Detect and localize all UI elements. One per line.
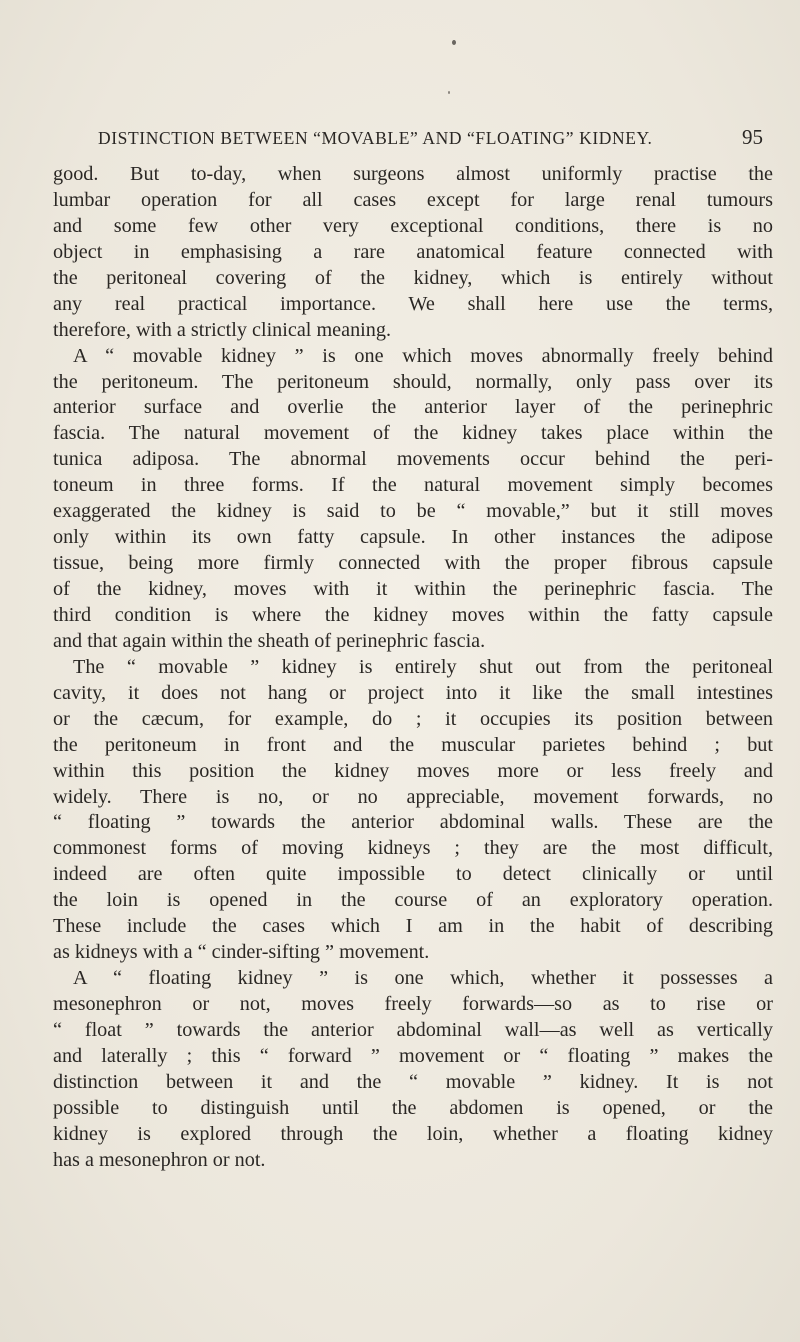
- text-line: cavity, it does not hang or project into it like the small intestines: [53, 681, 773, 704]
- text-line: distinction between it and the “ movable ” kidney. It is not: [53, 1070, 773, 1093]
- text-line: as kidneys with a “ cinder-sifting ” movement.: [53, 941, 430, 964]
- text-line: These include the cases which I am in the habit of describing: [53, 915, 773, 938]
- text-line: within this position the kidney moves more or less freely and: [53, 759, 773, 782]
- text-line: indeed are often quite impossible to detect clinically or until: [53, 863, 773, 886]
- text-line: A “ movable kidney ” is one which moves abnormally freely behind: [73, 344, 773, 367]
- text-line: mesonephron or not, moves freely forwards—so as to rise or: [53, 993, 773, 1015]
- text-line: the peritoneal covering of the kidney, which is entirely without: [53, 266, 773, 289]
- text-line: the loin is opened in the course of an exploratory operation.: [53, 889, 773, 912]
- ink-speck: [452, 40, 456, 45]
- body-text: [53, 162, 773, 1174]
- text-line: kidney is explored through the loin, whether a floating kidney: [53, 1122, 773, 1145]
- text-line: tissue, being more firmly connected with the proper fibrous capsule: [53, 552, 773, 575]
- text-line: anterior surface and overlie the anterior layer of the perinephric: [53, 396, 773, 419]
- text-line: the peritoneum. The peritoneum should, normally, only pass over its: [53, 370, 773, 393]
- text-line: any real practical importance. We shall here use the terms,: [53, 292, 773, 315]
- text-line: and that again within the sheath of perinephric fascia.: [53, 629, 486, 652]
- text-line: and some few other very exceptional conditions, there is no: [53, 214, 773, 237]
- text-line: “ float ” towards the anterior abdominal wall—as well as vertically: [53, 1018, 773, 1041]
- text-line: and laterally ; this “ forward ” movement or “ floating ” makes the: [53, 1044, 773, 1067]
- text-line: widely. There is no, or no appreciable, movement forwards, no: [53, 785, 773, 808]
- text-line: good. But to-day, when surgeons almost uniformly practise the: [53, 163, 773, 185]
- text-line: toneum in three forms. If the natural movement simply becomes: [53, 474, 773, 497]
- text-line: or the cæcum, for example, do ; it occupies its position between: [53, 707, 773, 730]
- text-line: the peritoneum in front and the muscular parietes behind ; but: [53, 733, 773, 756]
- text-line: only within its own fatty capsule. In other instances the adipose: [53, 526, 773, 549]
- text-line: of the kidney, moves with it within the perinephric fascia. The: [53, 578, 773, 600]
- text-line: lumbar operation for all cases except for large renal tumours: [53, 188, 773, 211]
- text-line: exaggerated the kidney is said to be “ movable,” but it still moves: [53, 500, 773, 523]
- text-line: therefore, with a strictly clinical meaning.: [53, 318, 392, 341]
- running-title: DISTINCTION BETWEEN “MOVABLE” AND “FLOATING” KIDNEY.: [98, 128, 653, 148]
- text-line: possible to distinguish until the abdomen is opened, or the: [53, 1096, 773, 1119]
- running-header: [98, 125, 763, 158]
- text-line: has a mesonephron or not.: [53, 1148, 266, 1171]
- text-line: object in emphasising a rare anatomical feature connected with: [53, 240, 773, 263]
- ink-speck: [448, 91, 450, 94]
- text-line: fascia. The natural movement of the kidney takes place within the: [53, 422, 773, 445]
- text-line: “ floating ” towards the anterior abdominal walls. These are the: [53, 811, 773, 834]
- text-line: third condition is where the kidney moves within the fatty capsule: [53, 603, 773, 626]
- text-line: tunica adiposa. The abnormal movements occur behind the peri-: [53, 448, 773, 471]
- page-number: 95: [742, 125, 763, 149]
- text-line: The “ movable ” kidney is entirely shut out from the peritoneal: [73, 655, 773, 678]
- text-line: A “ floating kidney ” is one which, whether it possesses a: [73, 967, 773, 990]
- text-line: commonest forms of moving kidneys ; they are the most difficult,: [53, 837, 773, 860]
